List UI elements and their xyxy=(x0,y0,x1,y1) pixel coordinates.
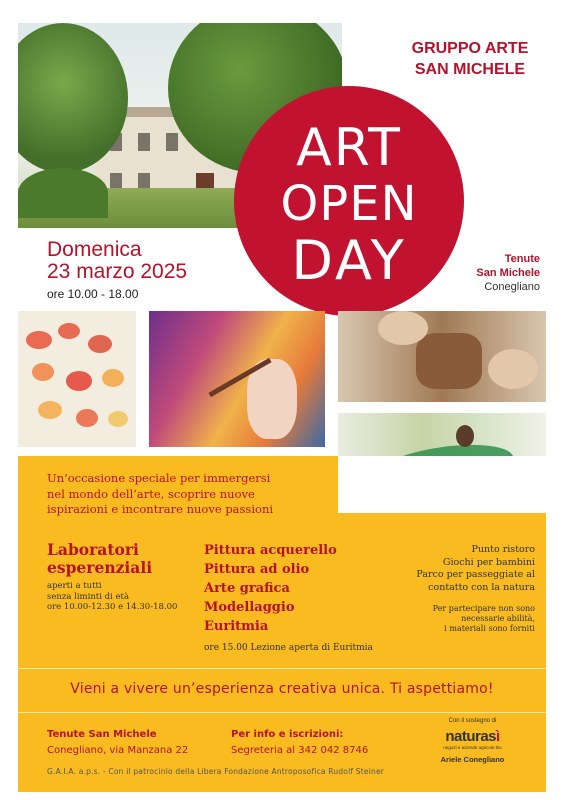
contact-phone[interactable]: Segreteria al 342 042 8746 xyxy=(231,745,369,756)
divider xyxy=(18,668,546,669)
event-title-line1: ART xyxy=(296,118,402,178)
workshops-info-line2: senza liminti di età xyxy=(47,591,130,602)
event-weekday: Domenica xyxy=(47,238,142,261)
sponsor-label: Con il sostegno di xyxy=(448,718,497,724)
participation-line: Per partecipare non sono xyxy=(432,604,535,613)
workshops-title-line2: esperenziali xyxy=(47,558,153,577)
venue-info xyxy=(47,727,188,759)
contact-label: Per info e iscrizioni: xyxy=(231,729,344,740)
workshops-title xyxy=(47,541,152,577)
organizer-name-line2: SAN MICHELE xyxy=(414,61,526,78)
location-name-line1: Tenute xyxy=(504,253,540,265)
sponsor-logo xyxy=(420,728,525,745)
intro-text xyxy=(47,471,317,518)
participation-line: i materiali sono forniti xyxy=(444,624,535,633)
service-item: Punto ristoro xyxy=(471,544,535,555)
organizer-name-line1: GRUPPO ARTE xyxy=(411,40,529,57)
service-item: Parco per passeggiate al xyxy=(416,569,535,580)
event-date: 23 marzo 2025 xyxy=(47,260,188,283)
intro-line3: ispirazioni e incontrare nuove passioni xyxy=(47,502,274,516)
tagline: Vieni a vivere un’esperienza creativa unica. Ti aspettiamo! xyxy=(70,681,494,697)
watercolor-photo xyxy=(18,311,136,447)
location-city: Conegliano xyxy=(484,281,540,293)
event-title-line3: DAY xyxy=(291,229,407,292)
participation-line: necessarie abilità, xyxy=(461,614,535,623)
clay-modelling-photo xyxy=(338,311,546,402)
divider xyxy=(18,712,546,713)
services-list xyxy=(392,544,535,594)
activities-list xyxy=(204,541,337,636)
event-title-badge xyxy=(234,86,464,316)
footer-credits: G.A.I.A. a.p.s. - Con il patrocinio della Libera Fondazione Antroposofica Rudolf Steiner xyxy=(47,767,385,776)
intro-line2: nel mondo dell’arte, scoprire nuove xyxy=(47,486,255,501)
sponsor-logo-accent: ì xyxy=(496,728,500,745)
participation-note xyxy=(392,604,535,634)
activity-item: Euritmia xyxy=(204,619,269,634)
activity-item: Pittura acquerello xyxy=(204,543,337,558)
venue-address: Conegliano, via Manzana 22 xyxy=(47,745,189,756)
contact-info xyxy=(231,727,368,759)
activity-item: Arte grafica xyxy=(204,581,290,596)
sponsor-block xyxy=(420,718,525,764)
workshops-info-line1: aperti a tutti xyxy=(47,581,102,591)
activity-item: Pittura ad olio xyxy=(204,562,310,577)
painting-photo xyxy=(149,311,325,447)
organizer-name xyxy=(390,38,550,80)
event-title-line2: OPEN xyxy=(280,176,418,232)
location-name-line2: San Michele xyxy=(476,267,540,279)
service-item: contatto con la natura xyxy=(428,581,535,593)
venue-name: Tenute San Michele xyxy=(47,729,157,740)
event-hours: ore 10.00 - 18.00 xyxy=(47,287,139,301)
workshops-info xyxy=(47,581,177,613)
eurythmy-lesson-note: ore 15.00 Lezione aperta di Euritmia xyxy=(204,643,373,653)
sponsor-name: Ariele Conegliano xyxy=(440,755,505,764)
intro-line1: Un’occasione speciale per immergersi xyxy=(47,471,271,485)
workshops-title-line1: Laboratori xyxy=(47,540,139,559)
event-location xyxy=(440,252,540,294)
panel-cutout xyxy=(338,456,546,513)
activity-item: Modellaggio xyxy=(204,600,295,615)
sponsor-logo-subtitle: negozi e aziende agricole bio xyxy=(443,745,502,750)
workshops-info-line3: ore 10.00-12.30 e 14.30-18.00 xyxy=(47,602,178,612)
service-item: Giochi per bambini xyxy=(442,556,535,568)
sponsor-logo-main: naturas xyxy=(445,728,496,745)
